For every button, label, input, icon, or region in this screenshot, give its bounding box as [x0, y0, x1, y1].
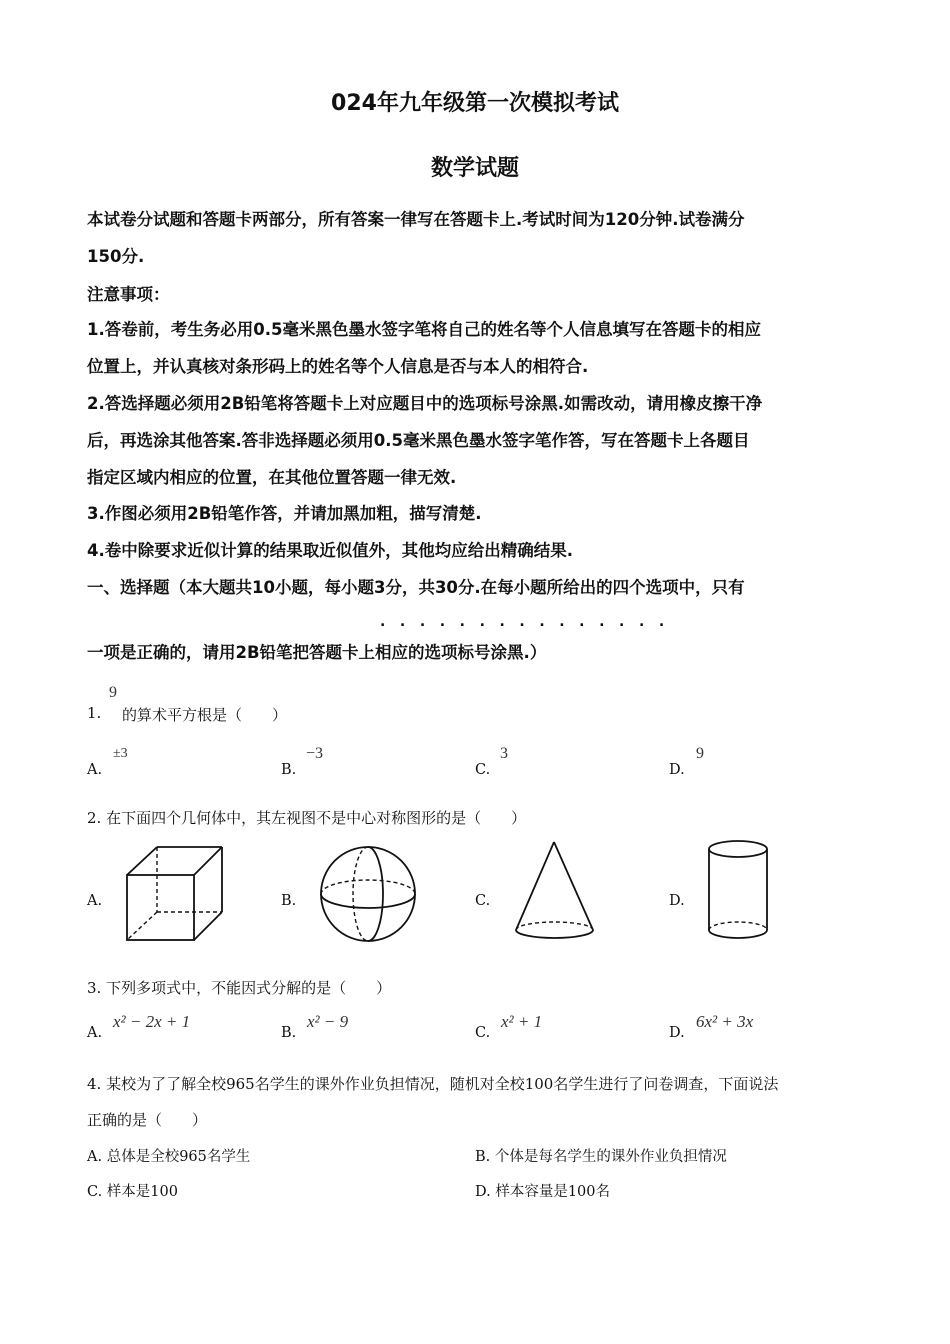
- q1-option-d-letter: D.: [669, 762, 685, 778]
- q1-option-b-value: −3: [306, 745, 324, 762]
- notes-heading: 注意事项：: [87, 285, 170, 304]
- q3-option-c-letter: C.: [475, 1025, 491, 1041]
- q1-number: 1.: [87, 704, 102, 722]
- q3-option-a-value: x² − 2x + 1: [113, 1012, 191, 1031]
- cube-icon: [120, 842, 230, 946]
- q2-option-c-letter: C.: [475, 893, 491, 909]
- q1-option-c-letter: C.: [475, 762, 491, 778]
- exam-title: 024年九年级第一次模拟考试: [331, 91, 619, 116]
- q1-option-c-value: 3: [500, 745, 508, 762]
- q2-option-d-letter: D.: [669, 893, 685, 909]
- note-2-line-2: 后，再选涂其他答案.答非选择题必须用0.5毫米黑色墨水签字笔作答，写在答题卡上各题目: [87, 431, 750, 450]
- subject-title: 数学试题: [430, 156, 519, 181]
- intro-line-2: 150分.: [87, 247, 145, 266]
- q1-stem: 的算术平方根是（ ）: [122, 706, 288, 724]
- intro-line-1: 本试卷分试题和答题卡两部分，所有答案一律写在答题卡上.考试时间为120分钟.试卷满分: [87, 210, 745, 229]
- q3-option-d-value: 6x² + 3x: [696, 1012, 754, 1031]
- q1-option-b-letter: B.: [281, 762, 297, 778]
- q1-radicand: 9: [109, 684, 117, 701]
- note-2-line-1: 2.答选择题必须用2B铅笔将答题卡上对应题目中的选项标号涂黑.如需改动，请用橡皮擦干净: [87, 394, 763, 413]
- note-2-line-3: 指定区域内相应的位置，在其他位置答题一律无效.: [87, 468, 457, 487]
- section-heading-line-2: 一项是正确的，请用2B铅笔把答题卡上相应的选项标号涂黑.）: [87, 643, 547, 662]
- q1-option-d-value: 9: [696, 745, 704, 762]
- q1-option-a-value: ±3: [113, 746, 128, 761]
- q4-stem-line-1: 4. 某校为了了解全校965名学生的课外作业负担情况，随机对全校100名学生进行了问卷调查，下面说法: [87, 1075, 779, 1093]
- q2-option-b-letter: B.: [281, 893, 297, 909]
- q2-option-a-letter: A.: [87, 893, 103, 909]
- note-3: 3.作图必须用2B铅笔作答，并请加黑加粗，描写清楚.: [87, 504, 482, 523]
- cylinder-icon: [706, 838, 770, 944]
- cone-icon: [512, 838, 598, 942]
- emphasis-dots: ...............: [380, 614, 679, 630]
- q4-option-a: A. 总体是全校965名学生: [87, 1149, 251, 1165]
- q1-option-a-letter: A.: [87, 762, 103, 778]
- q2-stem: 2. 在下面四个几何体中，其左视图不是中心对称图形的是（ ）: [87, 809, 527, 827]
- q4-stem-line-2: 正确的是（ ）: [87, 1111, 208, 1129]
- q4-option-c: C. 样本是100: [87, 1184, 178, 1200]
- q4-option-b: B. 个体是每名学生的课外作业负担情况: [475, 1149, 727, 1165]
- note-1-line-1: 1.答卷前，考生务必用0.5毫米黑色墨水签字笔将自己的姓名等个人信息填写在答题卡的相应: [87, 320, 761, 339]
- q3-option-c-value: x² + 1: [501, 1012, 543, 1031]
- note-1-line-2: 位置上，并认真核对条形码上的姓名等个人信息是否与本人的相符合.: [87, 357, 589, 376]
- note-4: 4.卷中除要求近似计算的结果取近似值外，其他均应给出精确结果.: [87, 541, 574, 560]
- q3-stem: 3. 下列多项式中，不能因式分解的是（ ）: [87, 979, 392, 997]
- q3-option-b-value: x² − 9: [307, 1012, 349, 1031]
- q4-option-d: D. 样本容量是100名: [475, 1184, 611, 1200]
- q3-option-a-letter: A.: [87, 1025, 103, 1041]
- q3-option-b-letter: B.: [281, 1025, 297, 1041]
- q3-option-d-letter: D.: [669, 1025, 685, 1041]
- sphere-icon: [318, 844, 418, 944]
- section-heading-line-1: 一、选择题（本大题共10小题，每小题3分，共30分.在每小题所给出的四个选项中，只有: [87, 578, 745, 597]
